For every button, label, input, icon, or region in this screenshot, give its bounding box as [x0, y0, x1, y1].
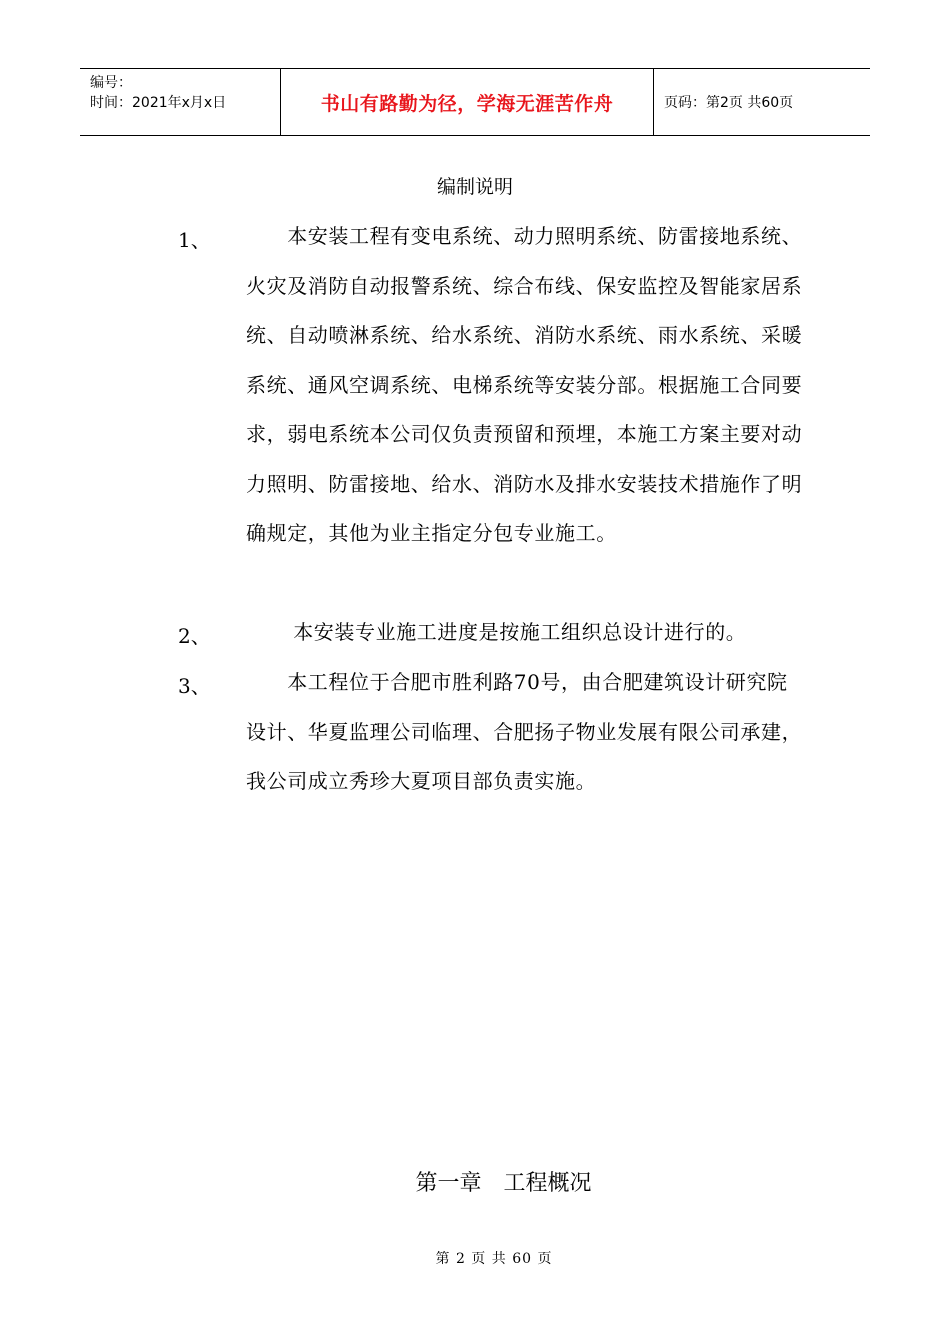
header-motto: 书山有路勤为径，学海无涯苦作舟 [281, 69, 654, 135]
chapter-title: 第一章 工程概况 [415, 1171, 592, 1196]
date-label: 时间：2021年x月x日 [90, 95, 227, 111]
item-text: 本工程位于合肥市胜利路70号，由合肥建筑设计研究院设计、华夏监理公司临理、合肥扬子物业发展有限公司承建，我公司成立秀珍大夏项目部负责实施。 [246, 670, 803, 793]
section-title: 编制说明 [436, 176, 513, 198]
item-number: 1、 [178, 228, 211, 252]
page-header [80, 68, 870, 136]
header-page-info: 页码：第2页 共60页 [664, 95, 794, 111]
code-label: 编号： [90, 75, 132, 91]
item-text: 本安装专业施工进度是按施工组织总设计进行的。 [252, 620, 747, 644]
item-text: 本安装工程有变电系统、动力照明系统、防雷接地系统、火灾及消防自动报警系统、综合布线、保安监控及智能家居系统、自动喷淋系统、给水系统、消防水系统、雨水系统、采暖系统、通风空调系统、电梯系统等安装分部。根据施工合同要求，弱电系统本公司仅负责预留和预埋，本施工方案主要对动力照明、防雷接地、给水、消防水及排水安装技术措施作了明确规定，其他为业主指定分包专业施工。 [246, 224, 803, 545]
header-meta [80, 69, 281, 135]
item-number: 3、 [178, 674, 211, 698]
page-footer: 第 2 页 共 60 页 [435, 1251, 553, 1267]
item-number: 2、 [178, 624, 211, 648]
